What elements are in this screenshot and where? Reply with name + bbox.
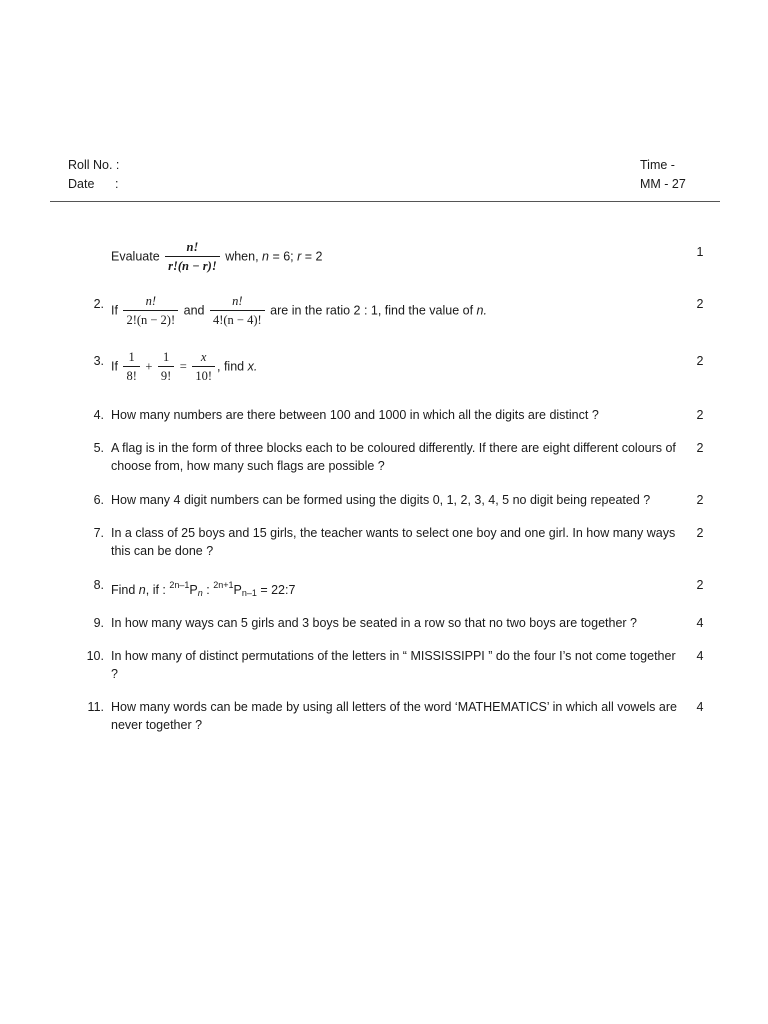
- question-marks: 4: [696, 649, 704, 663]
- question-number: 4.: [93, 408, 104, 422]
- question-prefix: Find: [111, 583, 139, 597]
- fraction: [123, 294, 178, 328]
- question-number: 11.: [87, 700, 104, 714]
- question-number: 9.: [93, 616, 104, 630]
- question-number: 6.: [93, 493, 104, 507]
- permutation-symbol: P: [189, 583, 198, 597]
- fraction-denominator: r!(n − r)!: [168, 259, 217, 273]
- fraction-numerator: n!: [232, 294, 243, 308]
- question-text: A flag is in the form of three blocks each to be coloured differently. If there are eight different colours of choose from, how many such flags are possible ?: [111, 441, 676, 473]
- question-text: How many 4 digit numbers can be formed using the digits 0, 1, 2, 3, 4, 5 no digit being repeated ?: [111, 493, 651, 507]
- question-suffix-mid: = 6;: [268, 249, 298, 264]
- roll-number-label: Roll No. :: [68, 158, 120, 172]
- question-suffix: are in the ratio 2 : 1, find the value of: [270, 303, 477, 318]
- superscript: 2n+1: [213, 580, 234, 590]
- question-marks: 2: [696, 354, 704, 368]
- fraction: [210, 294, 265, 328]
- max-marks-label: MM - 27: [640, 177, 686, 191]
- superscript: 2n–1: [169, 580, 190, 590]
- question-equation-end: = 22:7: [256, 583, 296, 597]
- fraction-numerator: 1: [158, 350, 174, 367]
- question-prefix: If: [111, 359, 118, 374]
- date-label: Date: [68, 177, 95, 191]
- permutation-symbol: P: [233, 583, 242, 597]
- question-marks: 4: [696, 616, 704, 630]
- fraction-numerator: 1: [123, 350, 139, 367]
- question-marks: 2: [696, 297, 704, 311]
- question-text: How many numbers are there between 100 and 1000 in which all the digits are distinct ?: [111, 408, 599, 422]
- question-prefix: Evaluate: [111, 249, 160, 264]
- question-text: How many words can be made by using all letters of the word ‘MATHEMATICS’ in which all vowels are never together ?: [111, 700, 677, 732]
- date-colon: :: [115, 177, 119, 191]
- question-text: In how many ways can 5 girls and 3 boys be seated in a row so that no two boys are together ?: [111, 616, 637, 630]
- question-number: 5.: [93, 441, 104, 455]
- fraction: [165, 240, 220, 274]
- time-label: Time -: [640, 158, 675, 172]
- question-marks: 2: [696, 493, 704, 507]
- question-suffix: when,: [225, 249, 263, 264]
- variable-n: n: [262, 249, 269, 264]
- variable-r: r: [297, 249, 302, 264]
- subscript: n–1: [241, 588, 257, 598]
- fraction-denominator: 9!: [160, 369, 172, 383]
- conjunction: and: [183, 303, 205, 318]
- question-marks: 4: [696, 700, 704, 714]
- fraction-denominator: 10!: [195, 369, 213, 383]
- variable-n: n.: [476, 303, 487, 318]
- question-number: 10.: [86, 649, 104, 663]
- question-marks: 2: [696, 408, 704, 422]
- question-number: 7.: [93, 526, 104, 540]
- question-number: 2.: [93, 297, 104, 311]
- question-text: In a class of 25 boys and 15 girls, the teacher wants to select one boy and one girl. In how many ways this can be done ?: [111, 526, 676, 558]
- plus-sign: +: [145, 359, 153, 374]
- ratio-colon: :: [202, 583, 214, 597]
- fraction: [192, 350, 215, 384]
- fraction-denominator: 4!(n − 4)!: [212, 313, 262, 327]
- fraction: [123, 350, 139, 384]
- question-number: 3.: [93, 354, 104, 368]
- subscript: n: [197, 588, 203, 598]
- question-marks: 2: [696, 441, 704, 455]
- question-text: In how many of distinct permutations of the letters in “ MISSISSIPPI ” do the four I’s not come together ?: [111, 649, 676, 681]
- question-text: [111, 240, 686, 274]
- question-suffix-end: = 2: [301, 249, 323, 264]
- fraction-numerator: n!: [145, 294, 156, 308]
- question-marks: 2: [696, 526, 704, 540]
- equals-sign: =: [179, 359, 187, 374]
- variable-n: n: [138, 583, 146, 597]
- question-number: 8.: [93, 578, 104, 592]
- variable-x: x.: [247, 359, 258, 374]
- question-if: , if :: [145, 583, 170, 597]
- question-text: [111, 294, 686, 328]
- question-suffix: , find: [217, 359, 248, 374]
- question-text: [111, 350, 686, 384]
- fraction-numerator: x: [200, 350, 207, 364]
- question-marks: 1: [696, 245, 704, 259]
- fraction: [158, 350, 174, 384]
- question-text: [111, 576, 686, 602]
- question-prefix: If: [111, 303, 118, 318]
- header-divider: [50, 201, 720, 202]
- question-marks: 2: [696, 578, 704, 592]
- fraction-denominator: 2!(n − 2)!: [126, 313, 176, 327]
- fraction-denominator: 8!: [126, 369, 137, 383]
- fraction-numerator: n!: [186, 240, 199, 254]
